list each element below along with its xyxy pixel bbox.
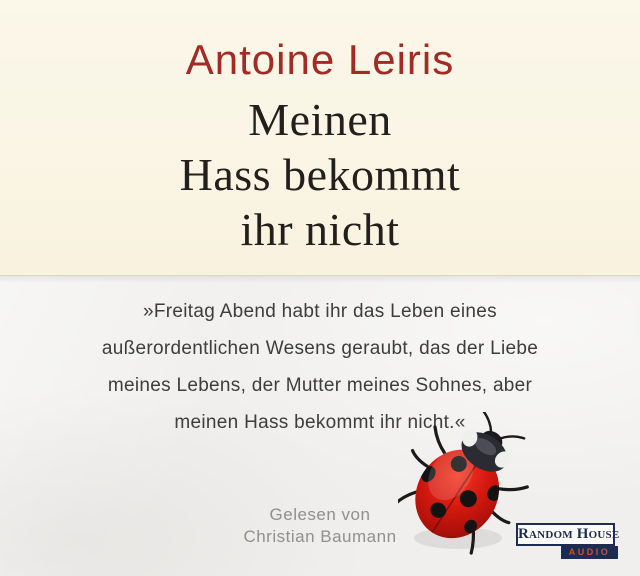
book-title (0, 92, 640, 257)
title-line-2: Hass bekommt (179, 149, 461, 200)
publisher-name: Random House (516, 523, 615, 546)
cover-top-section (0, 0, 640, 276)
title-line-1: Meinen (248, 94, 392, 145)
quote-line-1: »Freitag Abend habt ihr das Leben eines (143, 301, 497, 322)
quote-line-2: außerordentlichen Wesens geraubt, das der Liebe (101, 338, 539, 359)
author-name: Antoine Leiris (185, 36, 455, 83)
publisher-division-badge: AUDIO (561, 546, 618, 559)
title-line-3: ihr nicht (240, 204, 400, 255)
quote-line-4: meinen Hass bekommt ihr nicht.« (174, 412, 466, 433)
narrator-name: Christian Baumann (243, 527, 397, 546)
quote-line-3: meines Lebens, der Mutter meines Sohnes, aber (107, 375, 533, 396)
narrator-label: Gelesen von (269, 505, 371, 524)
random-house-audio-logo (516, 523, 632, 561)
